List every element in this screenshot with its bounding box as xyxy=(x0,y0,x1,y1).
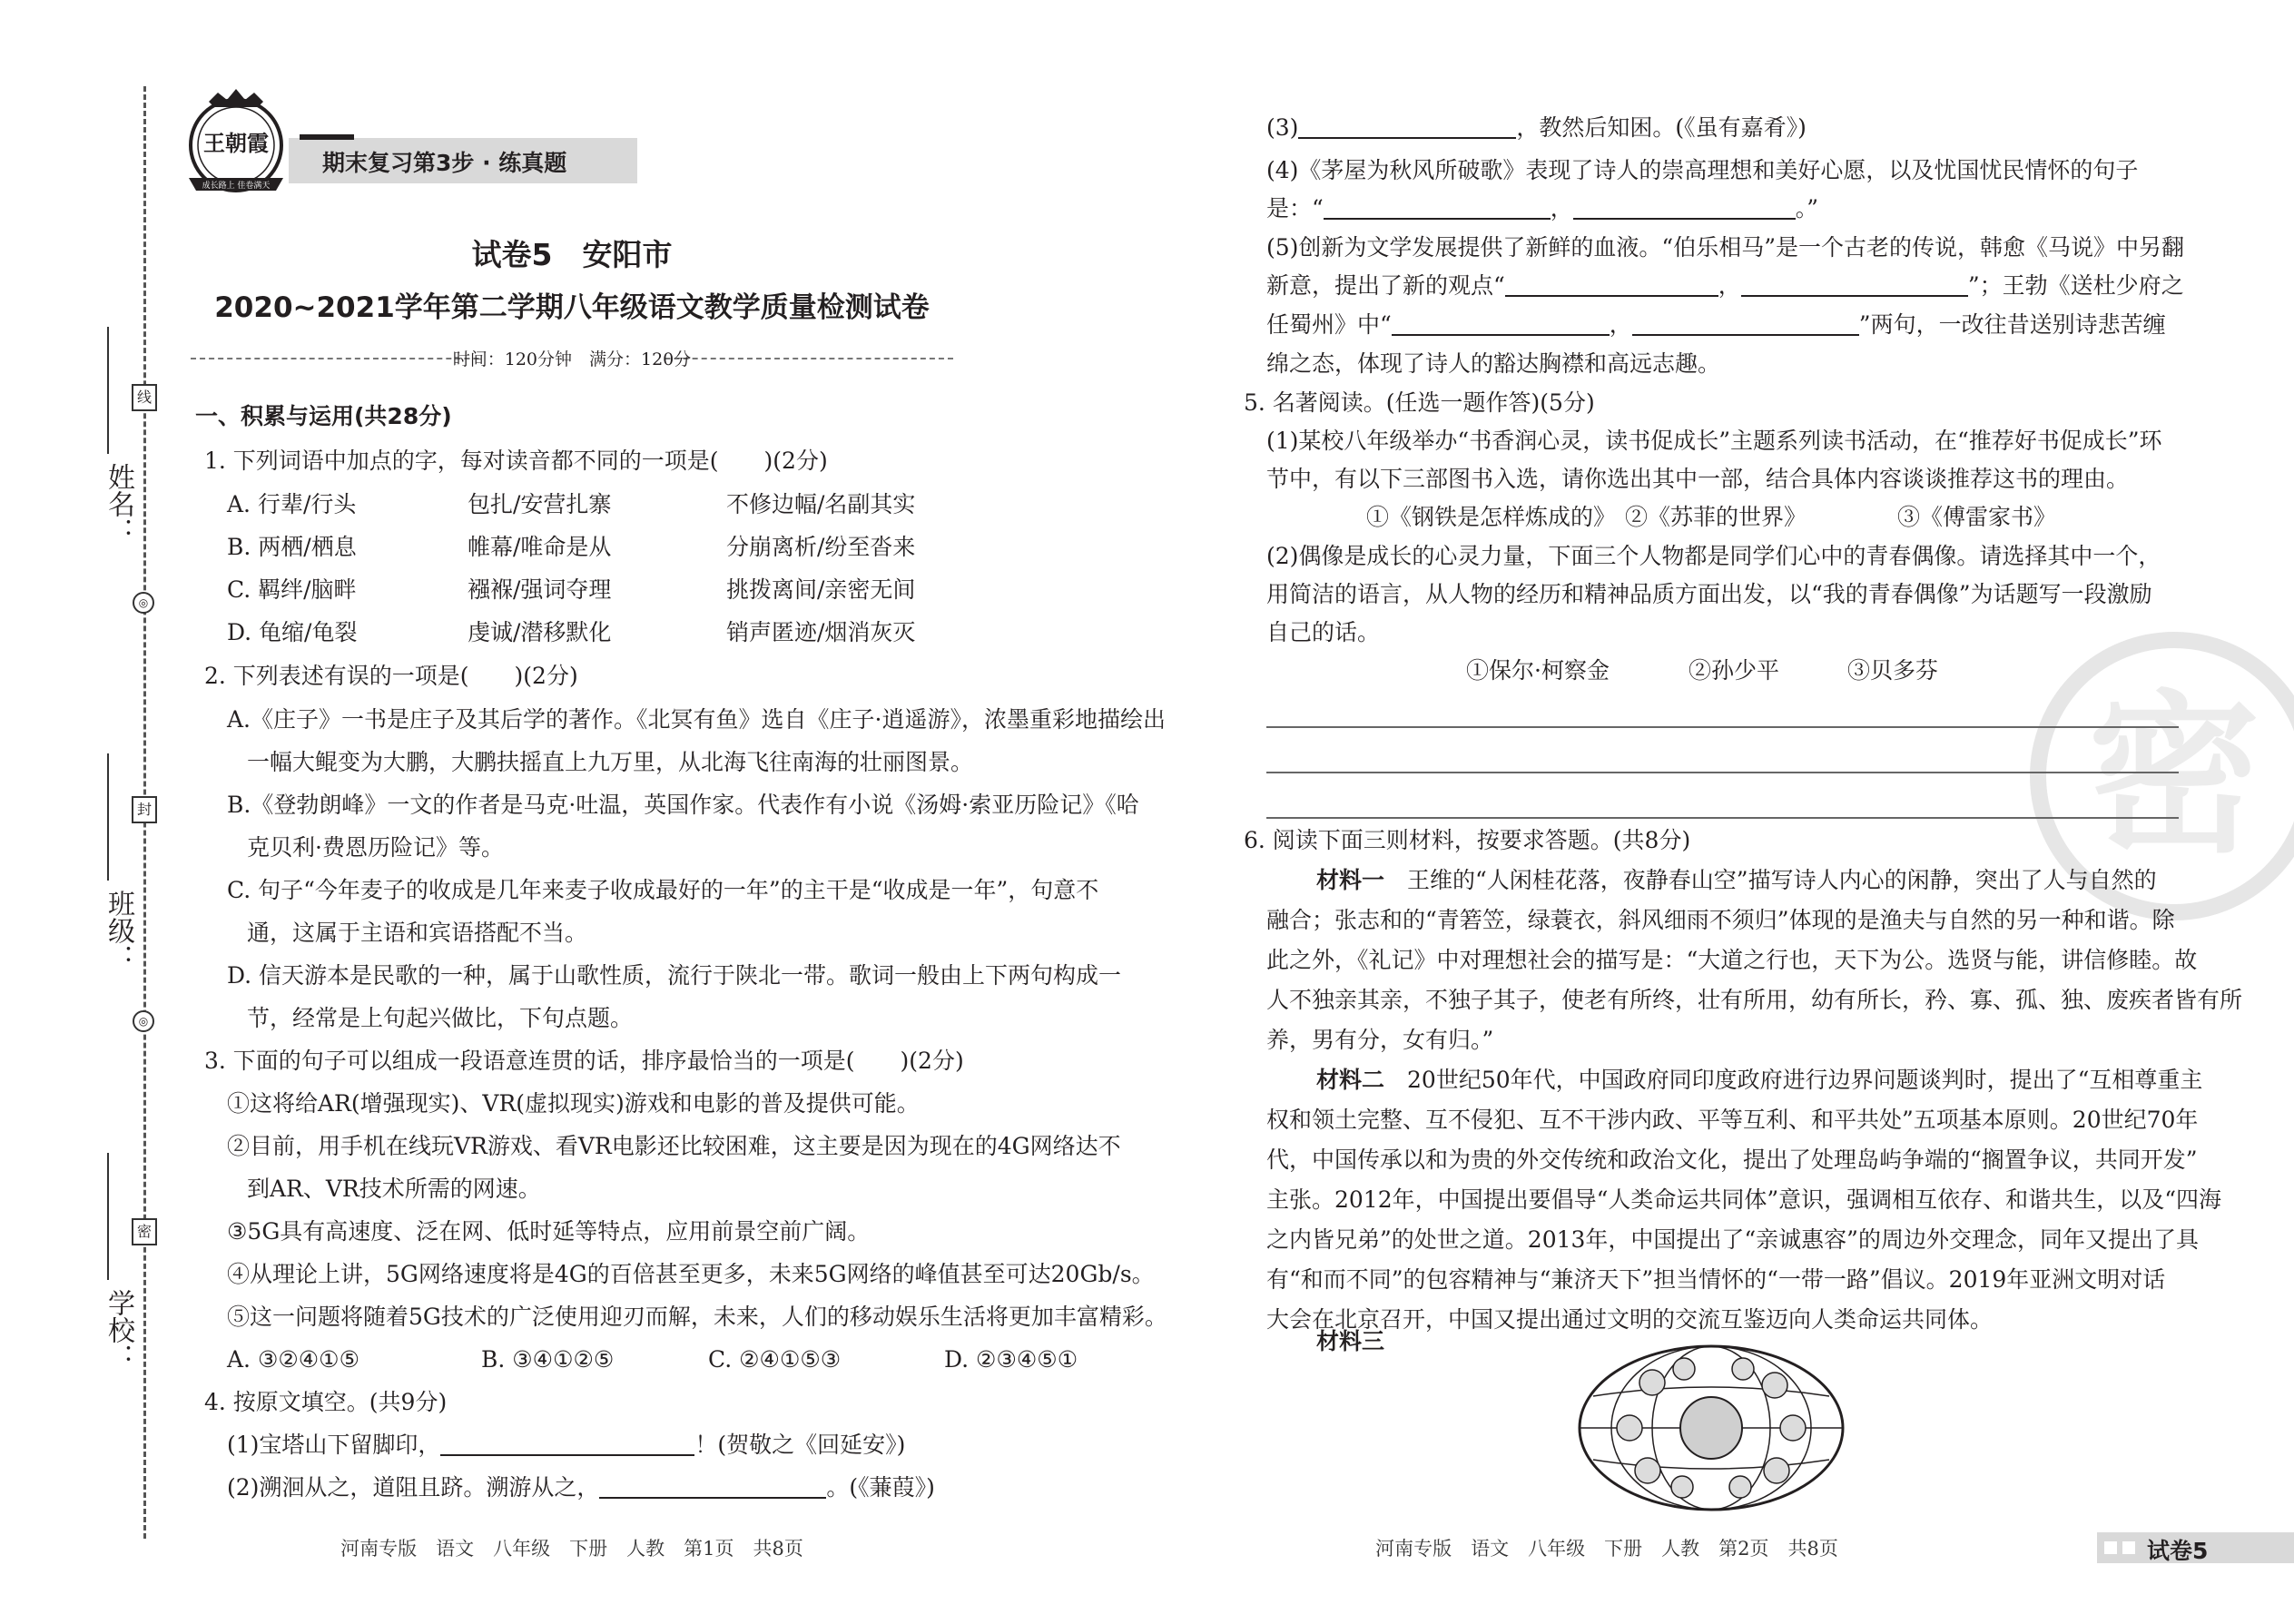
question-4: 4. 按原文填空。(共9分) xyxy=(204,1389,448,1415)
q3-sentence-5: ⑤这一问题将随着5G技术的广泛使用迎刃而解，未来，人们的移动娱乐生活将更加丰富精彩。 xyxy=(227,1304,1167,1330)
q3-option-b[interactable]: B. ③④①②⑤ xyxy=(481,1346,615,1373)
seal-box-feng: 封 xyxy=(132,796,157,823)
material-1: 材料一 王维的“人闲桂花落，夜静春山空”描写诗人内心的闲静，突出了人与自然的 xyxy=(1316,867,2157,893)
answer-blank[interactable] xyxy=(1298,115,1516,139)
q3-sentence-2: ②目前，用手机在线玩VR游戏、看VR电影还比较困难，这主要是因为现在的4G网络达不 xyxy=(227,1133,1121,1159)
q1-option-a-2: 包扎/安营扎寨 xyxy=(468,491,612,517)
q2-option-b-cont: 克贝利·费恩历险记》等。 xyxy=(247,834,504,861)
q1-option-a[interactable]: A. 行辈/行头 xyxy=(227,491,357,517)
material-1-line: 此之外，《礼记》中对理想社会的描写是：“大道之行也，天下为公。选贤与能，讲信修睦。故 xyxy=(1266,947,2198,973)
binding-hole-icon: ◎ xyxy=(133,592,154,614)
q5-part-1-cont: 节中，有以下三部图书入选，请你选出其中一部，结合具体内容谈谈推荐这书的理由。 xyxy=(1266,466,2130,492)
q1-option-c-2: 襁褓/强词夺理 xyxy=(468,576,612,603)
seal-box-mi: 密 xyxy=(132,1218,157,1245)
answer-line[interactable] xyxy=(1266,817,2179,819)
material-2-line: 代，中国传承以和为贵的外交传统和政治文化，提出了处理岛屿争端的“搁置争议，共同开发” xyxy=(1266,1147,2198,1173)
logo-banner: 成长路上 佳卷满天 xyxy=(202,182,271,191)
q4-item-3: (3) ，教然后知困。(《虽有嘉肴》) xyxy=(1266,114,1807,141)
q1-option-c[interactable]: C. 羁绊/脑畔 xyxy=(227,576,357,603)
answer-blank[interactable] xyxy=(1741,273,1968,297)
q5-book-3[interactable]: ③《傅雷家书》 xyxy=(1897,504,2057,530)
watermark: 密 xyxy=(2029,631,2294,921)
q3-sentence-2-cont: 到AR、VR技术所需的网速。 xyxy=(247,1176,541,1202)
question-6: 6. 阅读下面三则材料，按要求答题。(共8分) xyxy=(1244,827,1691,853)
material-2-line: 大会在北京召开，中国又提出通过文明的交流互鉴迈向人类命运共同体。 xyxy=(1266,1306,1994,1333)
page-footer-right: 河南专版 语文 八年级 下册 人教 第2页 共8页 xyxy=(1375,1538,1838,1560)
class-write-line[interactable] xyxy=(107,753,109,881)
answer-blank[interactable] xyxy=(1632,312,1859,336)
answer-blank[interactable] xyxy=(440,1432,694,1456)
q3-option-c[interactable]: C. ②④①⑤③ xyxy=(708,1346,842,1373)
q2-option-b[interactable]: B.《登勃朗峰》一文的作者是马克·吐温，英国作家。代表作有小说《汤姆·索亚历险记》《哈 xyxy=(227,792,1139,818)
question-2: 2. 下列表述有误的一项是( )(2分) xyxy=(204,663,578,689)
ribbon-label: 期末复习第3步 · 练真题 xyxy=(322,150,567,176)
question-5: 5. 名著阅读。(任选一题作答)(5分) xyxy=(1244,389,1595,416)
answer-blank[interactable] xyxy=(599,1475,826,1499)
school-label: 学校： xyxy=(103,1289,134,1371)
page-tag-bar xyxy=(2097,1532,2294,1563)
q4-item-5-line3: 任蜀州》中“ ， ”两句，一改往昔送别诗悲苦缠 xyxy=(1266,311,2166,338)
material-2-line: 有“和而不同”的包容精神与“兼济天下”担当情怀的“一带一路”倡议。2019年亚洲文明对话 xyxy=(1266,1266,2166,1293)
q1-option-b-3: 分崩离析/纷至沓来 xyxy=(726,534,916,560)
q2-option-a[interactable]: A.《庄子》一书是庄子及其后学的著作。《北冥有鱼》选自《庄子·逍遥游》，浓墨重彩地描绘出 xyxy=(227,706,1166,733)
q1-option-d[interactable]: D. 龟缩/龟裂 xyxy=(227,619,358,645)
q5-person-1[interactable]: ①保尔·柯察金 xyxy=(1466,657,1610,684)
q5-part-2-cont: 用简洁的语言，从人物的经历和精神品质方面出发，以“我的青春偶像”为话题写一段激励 xyxy=(1266,581,2152,607)
material-1-line: 人不独亲其亲，不独子其子，使老有所终，壮有所用，幼有所长，矜、寡、孤、独、废疾者皆有所 xyxy=(1266,987,2243,1013)
material-2-label: 材料二 xyxy=(1316,1067,1385,1093)
q5-book-1[interactable]: ①《钢铁是怎样炼成的》 xyxy=(1366,504,1617,530)
page-subtitle: 2020~2021学年第二学期八年级语文教学质量检测试卷 xyxy=(214,291,930,324)
q3-sentence-4: ④从理论上讲，5G网络速度将是4G的百倍甚至更多，未来5G网络的峰值甚至可达20Gb/s。 xyxy=(227,1261,1155,1287)
binding-hole-icon: ◎ xyxy=(133,1010,154,1032)
q1-option-b[interactable]: B. 两栖/栖息 xyxy=(227,534,357,560)
q4-item-5: (5)创新为文学发展提供了新鲜的血液。“伯乐相马”是一个古老的传说，韩愈《马说》中另翻 xyxy=(1266,234,2184,261)
q4-item-4: (4)《茅屋为秋风所破歌》表现了诗人的崇高理想和美好心愿，以及忧国忧民情怀的句子 xyxy=(1266,157,2139,183)
q2-option-c[interactable]: C. 句子“今年麦子的收成是几年来麦子收成最好的一年”的主干是“收成是一年”，句意不 xyxy=(227,877,1099,903)
q2-option-d[interactable]: D. 信天游本是民歌的一种，属于山歌性质，流行于陕北一带。歌词一般由上下两句构成一 xyxy=(227,962,1122,989)
q4-item-4-blank-line: 是：“ ， 。” xyxy=(1266,195,1819,221)
ribbon-accent xyxy=(300,134,354,140)
q5-person-2[interactable]: ②孙少平 xyxy=(1689,657,1780,684)
q2-option-c-cont: 通，这属于主语和宾语搭配不当。 xyxy=(247,920,588,946)
material-1-line: 养，男有分，女有归。” xyxy=(1266,1027,1494,1053)
q4-item-5-line4: 绵之态，体现了诗人的豁达胸襟和高远志趣。 xyxy=(1266,350,1721,377)
answer-blank[interactable] xyxy=(1392,312,1610,336)
name-label: 姓名： xyxy=(103,463,134,545)
material-3-label: 材料三 xyxy=(1316,1328,1385,1354)
q3-sentence-1: ①这将给AR(增强现实)、VR(虚拟现实)游戏和电影的普及提供可能。 xyxy=(227,1090,920,1117)
q3-sentence-3: ③5G具有高速度、泛在网、低时延等特点，应用前景空前广阔。 xyxy=(227,1218,871,1245)
school-write-line[interactable] xyxy=(107,1153,109,1280)
section-heading: 一、积累与运用(共28分) xyxy=(195,403,452,429)
name-write-line[interactable] xyxy=(107,327,109,454)
answer-line[interactable] xyxy=(1266,772,2179,773)
answer-blank[interactable] xyxy=(1324,196,1551,220)
question-1: 1. 下列词语中加点的字，每对读音都不同的一项是( )(2分) xyxy=(204,448,828,474)
q3-option-a[interactable]: A. ③②④①⑤ xyxy=(227,1346,360,1373)
material-2-line: 之内皆兄弟”的处世之道。2013年，中国提出了“亲诚惠容”的周边外交理念，同年又提出了具 xyxy=(1266,1226,2199,1253)
globe-illustration xyxy=(1575,1342,1847,1514)
q2-option-d-cont: 节，经常是上句起兴做比，下句点题。 xyxy=(247,1005,634,1031)
q4-item-5-line2: 新意，提出了新的观点“ ， ”；王勃《送杜少府之 xyxy=(1266,272,2184,299)
q5-part-2-cont2: 自己的话。 xyxy=(1266,619,1381,645)
logo-text: 王朝霞 xyxy=(203,131,269,156)
material-1-label: 材料一 xyxy=(1316,867,1385,893)
q3-option-d[interactable]: D. ②③④⑤① xyxy=(944,1346,1078,1373)
answer-line[interactable] xyxy=(1266,726,2179,728)
answer-blank[interactable] xyxy=(1505,273,1718,297)
material-2: 材料二 20世纪50年代，中国政府同印度政府进行边界问题谈判时，提出了“互相尊重主 xyxy=(1316,1067,2203,1093)
answer-blank[interactable] xyxy=(1573,196,1796,220)
q1-option-a-3: 不修边幅/名副其实 xyxy=(726,491,916,517)
q2-option-a-cont: 一幅大鲲变为大鹏，大鹏扶摇直上九万里，从北海飞往南海的壮丽图景。 xyxy=(247,749,974,775)
seal-box-xian: 线 xyxy=(132,384,157,411)
page-title: 试卷5 安阳市 xyxy=(471,237,673,272)
page-footer-left: 河南专版 语文 八年级 下册 人教 第1页 共8页 xyxy=(340,1538,803,1560)
q5-person-3[interactable]: ③贝多芬 xyxy=(1847,657,1939,684)
q1-option-c-3: 挑拨离间/亲密无间 xyxy=(726,576,916,603)
brand-logo xyxy=(182,89,290,198)
q1-option-d-3: 销声匿迹/烟消灰灭 xyxy=(726,619,916,645)
question-3: 3. 下面的句子可以组成一段语意连贯的话，排序最恰当的一项是( )(2分) xyxy=(204,1048,964,1074)
q4-item-2: (2)溯洄从之，道阻且跻。溯游从之， 。(《蒹葭》) xyxy=(227,1474,935,1501)
time-info: 时间：120分钟 满分：120分 xyxy=(452,349,692,369)
q5-part-2: (2)偶像是成长的心灵力量，下面三个人物都是同学们心中的青春偶像。请选择其中一个， xyxy=(1266,543,2161,569)
q5-book-2[interactable]: ②《苏菲的世界》 xyxy=(1625,504,1807,530)
material-1-line: 融合；张志和的“青箬笠，绿蓑衣，斜风细雨不须归”体现的是渔夫与自然的另一种和谐。除 xyxy=(1266,907,2175,933)
q1-option-d-2: 虔诚/潜移默化 xyxy=(468,619,612,645)
material-2-line: 权和领土完整、互不侵犯、互不干涉内政、平等互利、和平共处”五项基本原则。20世纪70年 xyxy=(1266,1107,2199,1133)
paper-tag: 试卷5 xyxy=(2147,1538,2209,1564)
q5-part-1: (1)某校八年级举办“书香润心灵，读书促成长”主题系列读书活动，在“推荐好书促成长”环 xyxy=(1266,428,2162,454)
q1-option-b-2: 帷幕/唯命是从 xyxy=(468,534,612,560)
class-label: 班级： xyxy=(103,890,134,971)
globe-people-icon xyxy=(1575,1342,1847,1514)
material-2-line: 主张。2012年，中国提出要倡导“人类命运共同体”意识，强调相互依存、和谐共生，以及“四海 xyxy=(1266,1186,2221,1213)
q4-item-1: (1)宝塔山下留脚印， ！(贺敬之《回延安》) xyxy=(227,1432,906,1458)
